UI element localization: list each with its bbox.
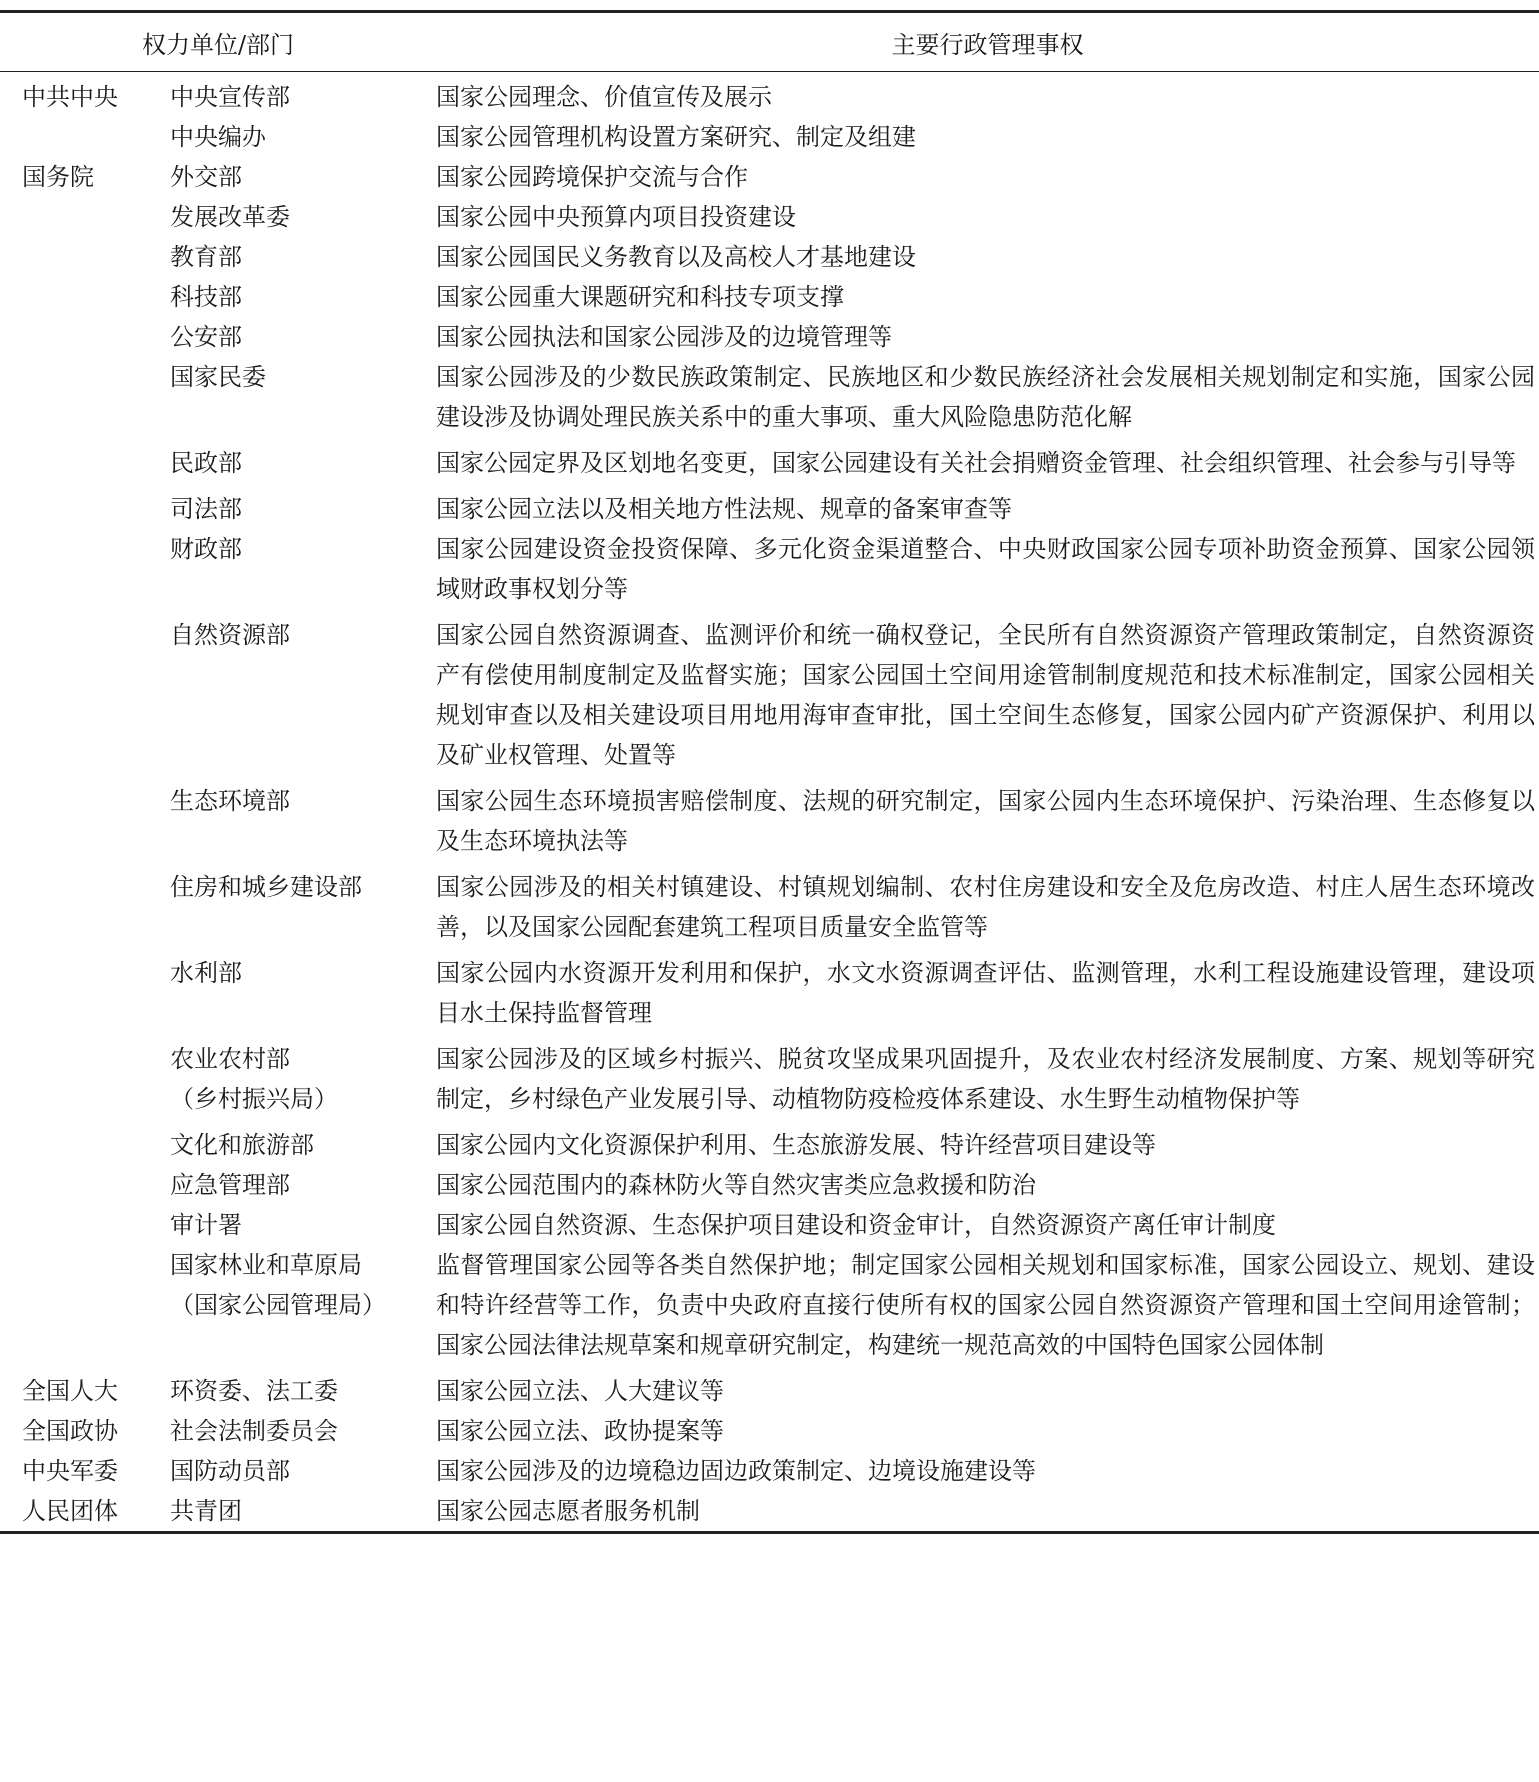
cell-org (0, 529, 164, 615)
table-row (0, 1411, 1539, 1451)
cell-duty: 国家公园理念、价值宣传及展示 (436, 83, 772, 111)
cell-org (0, 117, 164, 157)
cell-org: 中央军委 (22, 1457, 118, 1485)
header-unit-dept: 权力单位/部门 (141, 30, 295, 59)
cell-org (0, 1205, 164, 1245)
cell-org (0, 443, 164, 489)
cell-org (0, 357, 164, 443)
cell-duty: 国家公园管理机构设置方案研究、制定及组建 (436, 123, 916, 151)
table-row (0, 1165, 1539, 1205)
cell-org (0, 277, 164, 317)
cell-duty: 国家公园内文化资源保护利用、生态旅游发展、特许经营项目建设等 (436, 1131, 1156, 1159)
cell-duty: 国家公园中央预算内项目投资建设 (436, 203, 796, 231)
cell-dept: 共青团 (170, 1497, 242, 1525)
table-row (0, 237, 1539, 277)
cell-duty: 国家公园生态环境损害赔偿制度、法规的研究制定，国家公园内生态环境保护、污染治理、生态修复以及生态环境执法等 (436, 787, 1535, 855)
table-row (0, 117, 1539, 157)
cell-duty: 国家公园重大课题研究和科技专项支撑 (436, 283, 844, 311)
cell-duty: 国家公园定界及区划地名变更，国家公园建设有关社会捐赠资金管理、社会组织管理、社会参与引导等 (436, 449, 1516, 477)
table-row (0, 1205, 1539, 1245)
cell-org: 国务院 (22, 163, 94, 191)
cell-duty: 国家公园志愿者服务机制 (436, 1497, 700, 1525)
cell-org (0, 197, 164, 237)
cell-dept: 国防动员部 (170, 1457, 290, 1485)
cell-org (0, 953, 164, 1039)
cell-dept: 国家民委 (170, 363, 266, 391)
cell-duty: 国家公园立法、政协提案等 (436, 1417, 724, 1445)
table-header (0, 12, 1539, 72)
cell-duty: 国家公园涉及的相关村镇建设、村镇规划编制、农村住房建设和安全及危房改造、村庄人居生态环境改善，以及国家公园配套建筑工程项目质量安全监管等 (436, 873, 1535, 941)
header-row (0, 12, 1539, 72)
table-row (0, 615, 1539, 781)
cell-duty: 国家公园立法以及相关地方性法规、规章的备案审查等 (436, 495, 1012, 523)
table-row (0, 72, 1539, 118)
table-row (0, 867, 1539, 953)
table-row (0, 1125, 1539, 1165)
cell-dept: 环资委、法工委 (170, 1377, 338, 1405)
table-row (0, 157, 1539, 197)
cell-duty: 国家公园涉及的边境稳边固边政策制定、边境设施建设等 (436, 1457, 1036, 1485)
cell-dept: 水利部 (170, 959, 242, 987)
header-main-power: 主要行政管理事权 (891, 30, 1084, 59)
cell-org (0, 1039, 164, 1125)
table-row (0, 277, 1539, 317)
cell-dept: 文化和旅游部 (170, 1131, 314, 1159)
table-row (0, 529, 1539, 615)
table-body (0, 72, 1539, 1533)
cell-dept: 中央编办 (170, 123, 266, 151)
table-row (0, 197, 1539, 237)
table-row (0, 317, 1539, 357)
cell-org: 全国政协 (22, 1417, 118, 1445)
cell-org: 全国人大 (22, 1377, 118, 1405)
cell-duty: 国家公园范围内的森林防火等自然灾害类应急救援和防治 (436, 1171, 1036, 1199)
cell-duty: 国家公园自然资源调查、监测评价和统一确权登记，全民所有自然资源资产管理政策制定，自然资源资产有偿使用制度制定及监督实施；国家公园国土空间用途管制制度规范和技术标准制定，国家公园相关规划审查以及相关建设项目用地用海审查审批，国土空间生态修复，国家公园内矿产资源保护、利用以及矿业权管理、处置等 (436, 621, 1535, 769)
table-row (0, 1039, 1539, 1125)
table-row (0, 781, 1539, 867)
table-row (0, 1491, 1539, 1533)
cell-dept: 科技部 (170, 283, 242, 311)
cell-dept: 公安部 (170, 323, 242, 351)
cell-org (0, 237, 164, 277)
cell-dept: 住房和城乡建设部 (170, 873, 362, 901)
table-row (0, 357, 1539, 443)
cell-duty: 国家公园涉及的少数民族政策制定、民族地区和少数民族经济社会发展相关规划制定和实施，国家公园建设涉及协调处理民族关系中的重大事项、重大风险隐患防范化解 (436, 363, 1535, 431)
cell-dept: 民政部 (170, 449, 242, 477)
table-row (0, 443, 1539, 489)
cell-duty: 国家公园建设资金投资保障、多元化资金渠道整合、中央财政国家公园专项补助资金预算、国家公园领域财政事权划分等 (436, 535, 1535, 603)
cell-org (0, 1245, 164, 1371)
cell-dept: 外交部 (170, 163, 242, 191)
cell-org (0, 867, 164, 953)
cell-dept: 中央宣传部 (170, 83, 290, 111)
powers-table (0, 10, 1539, 1534)
cell-duty: 国家公园国民义务教育以及高校人才基地建设 (436, 243, 916, 271)
cell-dept: 发展改革委 (170, 203, 290, 231)
cell-org: 中共中央 (22, 83, 118, 111)
table-row (0, 1245, 1539, 1371)
cell-org (0, 615, 164, 781)
cell-org (0, 317, 164, 357)
cell-dept: 农业农村部 （乡村振兴局） (170, 1045, 338, 1113)
cell-duty: 国家公园立法、人大建议等 (436, 1377, 724, 1405)
cell-org (0, 781, 164, 867)
cell-org: 人民团体 (22, 1497, 118, 1525)
cell-dept: 国家林业和草原局 （国家公园管理局） (170, 1251, 386, 1319)
table-row (0, 489, 1539, 529)
cell-duty: 国家公园内水资源开发利用和保护，水文水资源调查评估、监测管理，水利工程设施建设管理，建设项目水土保持监督管理 (436, 959, 1535, 1027)
cell-duty: 国家公园涉及的区域乡村振兴、脱贫攻坚成果巩固提升，及农业农村经济发展制度、方案、规划等研究制定，乡村绿色产业发展引导、动植物防疫检疫体系建设、水生野生动植物保护等 (436, 1045, 1535, 1113)
cell-org (0, 1165, 164, 1205)
cell-dept: 审计署 (170, 1211, 242, 1239)
cell-org (0, 1125, 164, 1165)
cell-dept: 司法部 (170, 495, 242, 523)
table-row (0, 953, 1539, 1039)
cell-dept: 应急管理部 (170, 1171, 290, 1199)
cell-dept: 教育部 (170, 243, 242, 271)
cell-duty: 国家公园执法和国家公园涉及的边境管理等 (436, 323, 892, 351)
cell-dept: 自然资源部 (170, 621, 290, 649)
cell-duty: 国家公园自然资源、生态保护项目建设和资金审计，自然资源资产离任审计制度 (436, 1211, 1276, 1239)
cell-org (0, 489, 164, 529)
cell-dept: 财政部 (170, 535, 242, 563)
table-row (0, 1371, 1539, 1411)
cell-duty: 国家公园跨境保护交流与合作 (436, 163, 748, 191)
table-row (0, 1451, 1539, 1491)
cell-dept: 生态环境部 (170, 787, 290, 815)
cell-dept: 社会法制委员会 (170, 1417, 338, 1445)
cell-duty: 监督管理国家公园等各类自然保护地；制定国家公园相关规划和国家标准，国家公园设立、规划、建设和特许经营等工作，负责中央政府直接行使所有权的国家公园自然资源资产管理和国土空间用途管制；国家公园法律法规草案和规章研究制定，构建统一规范高效的中国特色国家公园体制 (436, 1251, 1535, 1359)
